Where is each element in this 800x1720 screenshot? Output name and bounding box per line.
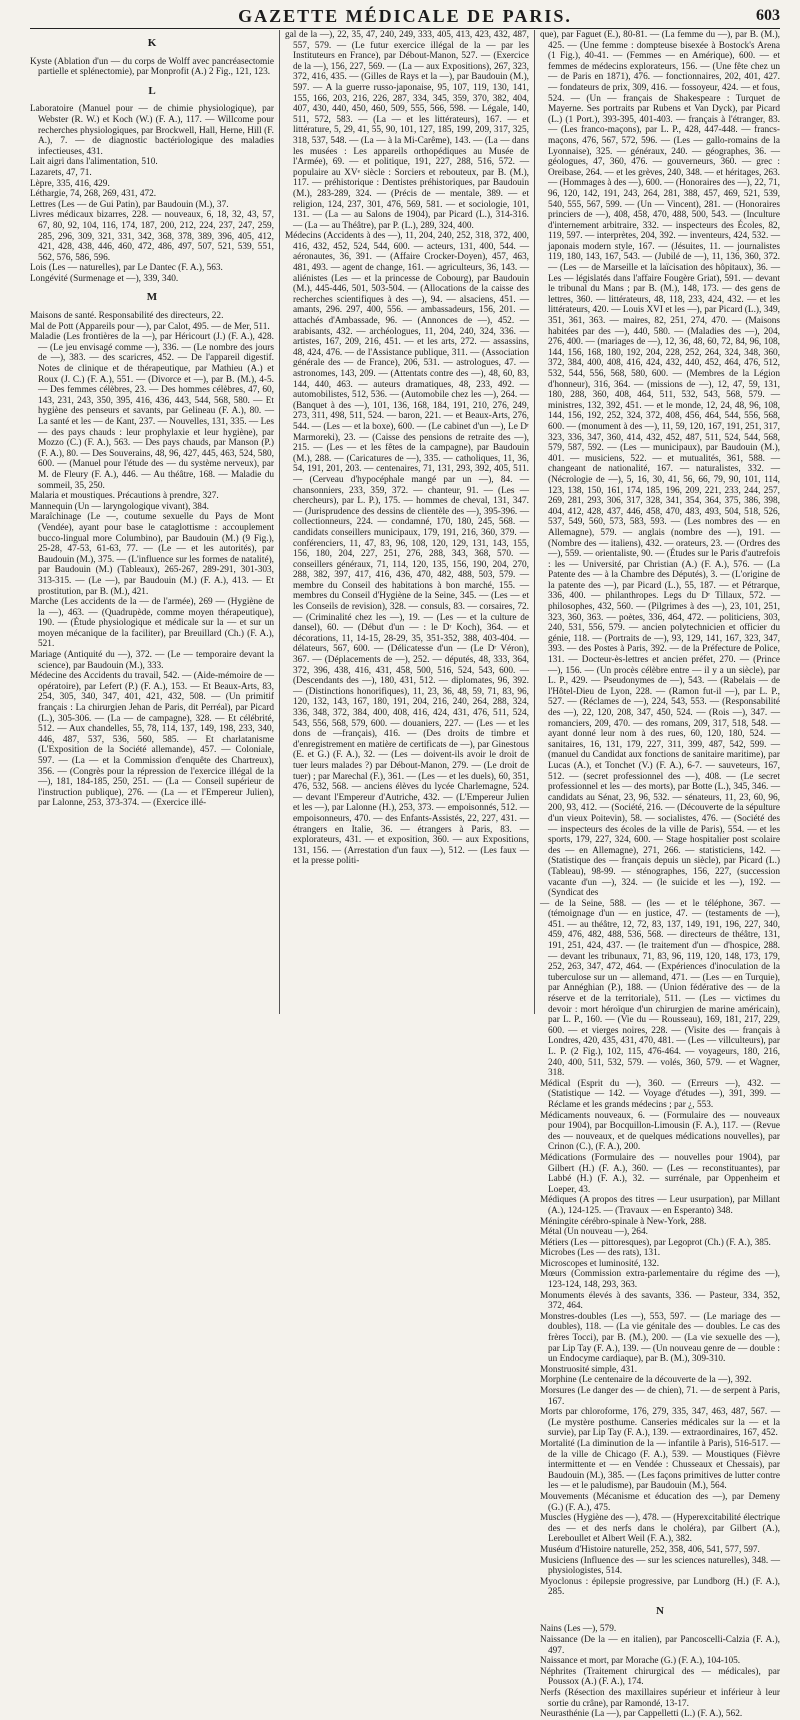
index-entry: Microbes (Les — des rats), 131. xyxy=(540,1248,661,1259)
index-entry: Musiciens (Influence des — sur les sciences naturelles), 348. — physiologistes, 514. xyxy=(540,1555,780,1577)
index-entry: Lettres (Les — de Gui Patin), par Baudouin (M.), 37. xyxy=(30,199,229,210)
index-entry: — de la Seine, 588. — (les — et le téléphone, 367. — (témoignage d'un — en justice, 47. — (testaments de —), 451. — au théâtre, 12, 72, 83, 137, 149, 191, 196, 227, 340, 459, 476, 482, 488, 536, 568. — directeurs de théâtre, 131, 191, 251, 424, 437. — (le traitement d'un — d'hospice, 288. — devant les tribunaux, 71, 83, 96, 119, 120, 148, 173, 179, 252, 263, 347, 472, 464. — (Expériences d'inoculation de la tuberculose sur un — allemand, 471. — (Les — en Turquie), par Annéghian (P.), 188. — (Union fédérative des — de la réserve et de la territoriale), 511. — (Les — victimes du devoir : mort héroïque d'un chirurgien de marine américain), par L. P., 160. — (Vie du — Rousseau), 169, 181, 217, 229, 600. — et vierges noires, 228. — (Visite des — français à Londres, 420, 435, 431, 470, 481. — (Les — villculteurs), par L. P. (2 Fig.), 102, 115, 476-464. — voyageurs, 180, 216, 240, 400, 511, 532, 579. — volés, 360, 579. — et Wagner, 318. xyxy=(540,898,780,1079)
index-entry: Médications (Formulaire des — nouvelles pour 1904), par Gilbert (H.) (F. A.), 360. — (Les — reconstituantes), par Labbé (H.) (F. A.), 32. — surrénale, par Oppenheim et Loeper, 43. xyxy=(540,1152,780,1195)
section-letter: N xyxy=(656,1604,664,1617)
index-entry: Maisons de santé. Responsabilité des directeurs, 22. xyxy=(30,311,224,322)
index-entry: Médecins (Accidents à des —), 11, 204, 240, 252, 318, 372, 400, 416, 432, 452, 524, 544, 600. — acteurs, 131, 400, 544. — aéronautes, 36, 391. — (Affaire Crocker-Doyen), 457, 463, 481, 493. — agent de change, 161. — agriculteurs, 36, 143. — aliénistes (Les — et la princesse de Cobourg), par Baudouin (M.), 445-446, 501, 503-504. — (Allocations de la caisse des recherches scientifiques à des —), 94. — alsaciens, 451. — amants, 296. 297, 400, 556. — ambassadeurs, 156, 201. — attachés d'Ambassade, 96. — (Annonces de —), 452. — arabisants, 432. — archéologues, 11, 204, 240, 324, 336. — artistes, 167, 209, 216, 451. — et les arts, 272. — assassins, 48, 424, 476. — de l'Assistance publique, 311. — (Association générale des — de France), 206, 531. — astrologues, 47. — astronomes, 143, 209. — (Attentats contre des —), 48, 60, 83, 144, 440, 463. — auteurs dramatiques, 48, 233, 492. — automobilistes, 512, 536. — (Automobile chez les —), 264. — (Banquet à des —), 101, 136, 168, 184, 191, 210, 276, 249, 273, 311, 498, 511, 524. — baron, 221. — et Beaux-Arts, 276, 544. — (Les — et la boxe), 600. — (Le cabinet d'un —), Le Dʳ Marmoreki), 23. — (Caisse des pensions de retraite des —), 215. — (Les — et les fêtes de la campagne), par Baudouin (M.), 288. — (Caricatures de —), 335. — catholiques, 11, 36, 54, 191, 201, 203. — centenaires, 71, 131, 293, 392, 405, 511. — (Cerveau d'hypocéphale mangé par un —), 84. — chansonniers, 233, 359, 372. — chanteur, 91. — (Les — chercheurs), par L. P.), 175. — hommes de cheval, 131, 347. — (Jurisprudence des dessins de clientèle des —), 395-396. — collectionneurs, 224. — condamné, 170, 180, 245, 568. — candidats conseillers municipaux, 179, 191, 216, 360, 379. — conférenciers, 11, 47, 83, 96, 108, 120, 129, 131, 143, 155, 156, 180, 204, 227, 251, 276, 288, 343, 368, 570. — conseillers généraux, 71, 114, 120, 135, 156, 190, 204, 270, 288, 382, 397, 417, 416, 436, 470, 482, 488, 503, 579. — membre du Conseil des habitations à bon marché, 155. — membres du Conseil d'Hygiène de la Seine, 345. — (Les — et les Conseils de revision), 328. — consuls, 83. — corsaires, 72. — (Criminalité chez les —), 19. — (Les — et la culture de dansel), 60. — (Début d'un — : le Dʳ Koch), 364. — et décorations, 11, 14-15, 28-29, 35, 351-352, 388, 403-404. — délateurs, 567, 600. — (Délicatesse d'un — (Le Dʳ Véron), 367. — (Déplacements de —), 252. — députés, 48, 333, 364, 372, 396, 438, 416, 431, 458, 500, 516, 524, 543, 600. — (Descendants des —), 180, 431, 512. — diplomates, 96, 392. — (Distinctions honorifiques), 11, 23, 36, 48, 59, 71, 83, 96, 120, 132, 143, 167, 180, 191, 204, 216, 240, 264, 288, 324, 336, 348, 372, 384, 400, 408, 416, 424, 431, 476, 511, 524, 543, 556, 568, 579, 600. — douaniers, 227. — (Les — et les dons de —français), 416. — (Des droits de timbre et d'enregistrement en matière de certificats de —), par Ginestous (E. et G.) (F. A.), 32. — (Les — doivent-ils avoir le droit de tuer leurs malades ?) par Débout-Manon, 279. — (Le droit de tuer) ; par Marechal (F.), 361. — (Les — et les duels), 60, 351, 476, 532, 568. — anciens élèves du lycée Charlemagne, 524. — devant l'Empereur d'Autriche, 432. — (L'Empereur Julien et les —), par Lalonne (H.), 253, 373. — empoisonnés, 512. — empoisonneurs, 470. — des Enfants-Assistés, 22, 227, 431. — étrangers en Italie, 36. — étrangers à Paris, 83. — explorateurs, 431. — et exposition, 360. — aux Expositions, 131, 156. — (Arrestation d'un faux —), 512. — (Les faux — et la presse politi- xyxy=(285,231,529,867)
index-entry: Lèpre, 335, 416, 429. xyxy=(30,178,110,189)
section-letter: L xyxy=(148,84,156,97)
index-entry: gal de la —), 22, 35, 47, 240, 249, 333, 405, 413, 423, 432, 487, 557, 579. — (Le futur exercice illégal de la — par les Instituteurs en France), par Débout-Manon, 527. — (Exercice de la —), 156, 227, 569. — (La — aux Expositions), 267, 323, 372, 416, 435. — (Gilles de Rays et la —), par Baudouin (M.), 597. — A la guerre russo-japonaise, 95, 107, 119, 130, 141, 155, 166, 203, 216, 226, 287, 334, 345, 359, 370, 382, 404, 407, 430, 440, 450, 460, 509, 555, 566, 598. — Légale, 140, 511, 572, 583. — (La — et les littérateurs), 167. — et littérature, 5, 29, 41, 55, 90, 101, 127, 185, 199, 209, 317, 325, 318, 537, 548. — (La — à la Mi-Carême), 143. — (La — dans les musées : Les appareils orthopédiques au Musée de l'Armée), 69. — et politique, 191, 227, 288, 516, 572. — populaire au XVᵉ siècle : Sorciers et rebouteux, par B. (M.), 117. — préhistorique : Dentistes préhistoriques, par Baudouin (M.), 283-289, 324. — (Précis de — mentale, 389. — et religion, 124, 237, 301, 476, 569, 581. — et sociologie, 101, 131. — (La — au Salons de 1904), par Picard (L.), 314-316. — (La — au Théâtre), par P. (L.), 289, 324, 400. xyxy=(285,30,529,231)
index-entry: Médiques (A propos des titres — Leur usurpation), par Millant (A.), 124-125. — (Travaux — en Esperanto) 348. xyxy=(540,1195,780,1216)
index-entry: Marche (Les accidents de la — de l'armée), 269 — (Hygiène de la —), 463. — (Quadrupède, comme moyen thérapeutique), 190. — (Étude physiologique et médicale sur la — et sur un moyen mécanique de la faciliter), par Breuillard (Ch.) (F. A.), 521. xyxy=(30,597,274,650)
index-entry: Muscles (Hygiène des —), 478. — (Hyperexcitabilité électrique des — et des nerfs dans le choléra), par Gilbert (A.), Lereboullet et Albert Weil (F. A.), 382. xyxy=(540,1513,780,1545)
index-entry: Médicaments nouveaux, 6. — (Formulaire des — nouveaux pour 1904), par Bocquillon-Limousin (F. A.), 117. — (Revue des — nouveaux, et de quelques médications nouvelles), par Crinon (C.), (F. A.), 200. xyxy=(540,1110,780,1153)
index-entry: Métiers (Les — pittoresques), par Legoprot (Ch.) (F. A.), 385. xyxy=(540,1237,771,1248)
index-column-1 xyxy=(30,30,274,1014)
section-letter: K xyxy=(147,37,157,49)
index-entry: Myoclonus : épilepsie progressive, par Lundborg (H.) (F. A.), 285. xyxy=(540,1576,780,1598)
index-entry: Muséum d'Histoire naturelle, 252, 358, 406, 541, 577, 597. xyxy=(540,1544,760,1555)
index-entry: Mannequin (Un — laryngologique vivant), 384. xyxy=(30,501,209,512)
index-entry: Maraîchinage (Le —, coutume sexuelle du Pays de Mont (Vendée), ayant pour base le cataglottisme : accouplement bucco-lingual more Columbino), par Baudouin (M.) (9 Fig.), 25-28, 47-53, 61-63, 77. — (Le — et les autorités), par Baudouin (M.), 375. — (L'influence sur les formes de natalité), par Baudouin (M.) (Tableaux), 265-267, 289-291, 301-303, 313-315. — (Le —), par Baudouin (M.) (F. A.), 413. — Et prostitution, par B. (M.), 421. xyxy=(30,512,274,597)
index-entry: Longévité (Surmenage et —), 339, 340. xyxy=(30,273,179,284)
index-entry: Méningite cérébro-spinale à New-York, 288. xyxy=(540,1216,707,1227)
index-entry: Mœurs (Commission extra-parlementaire du régime des —), 123-124, 148, 293, 363. xyxy=(540,1269,780,1291)
index-entry: Laboratoire (Manuel pour — de chimie physiologique), par Webster (R. W.) et Koch (W.) (F. A.), 117. — Willcome pour recherches physiologiques, par Brockwell, Hall, Herne, Hill (F. A.), 7. — de diagnostic bactériologique des maladies infectieuses, 431. xyxy=(30,104,274,157)
index-entry: Métal (Un nouveau —), 264. xyxy=(540,1227,648,1238)
index-entry: Maladie (Les frontières de la —), par Héricourt (J.) (F. A.), 428. — (Le jeu envisagé comme —), 336. — (Le nombre des jours de —), 383. — des scaricres, 452. — De l'appareil digestif. Notes de clinique et de thérapeutique, par Mathieu (A.) et Roux (J. C.) (F. A.), 551. — (Divorce et —), par B. (M.), 4-5. — Des femmes célèbres, 23. — Des hommes célèbres, 47, 60, 143, 231, 243, 350, 395, 416, 436, 443, 544, 568, 580. — Et hygiène des penseurs et savants, par Gelineau (F. A.), 80. — La santé et les — de Kant, 237. — Nouvelles, 131, 335. — Les — des pays chauds : leur prophylaxie et leur hygiène), par Mozzo (C.) (F. A.), 563. — Des pays chauds, par Manson (P.) (F. A.), 80. — Des Souverains, 48, 96, 427, 445, 463, 524, 580, 600. — (Manuel pour l'étude des — du système nerveux), par M. de Fleury (F. A.), 446. — Au théâtre, 168. — Maladie du sommeil, 35, 250. xyxy=(30,332,274,491)
index-entry: Morsures (Le danger des — de chien), 71. — de serpent à Paris, 167. xyxy=(540,1386,780,1407)
index-entry: Néphrites (Traitement chirurgical des — médicales), par Poussox (A.) (F. A.), 174. xyxy=(540,1666,780,1688)
page-number: 603 xyxy=(756,7,780,24)
index-entry: Lazarets, 47, 71. xyxy=(30,167,92,178)
index-entry: que), par Faguet (E.), 80-81. — (La femme du —), par B. (M.), 425. — (Une femme : dompteuse bisexée à Bostock's Arena (1 Fig.), 40-41. — (Femmes — en Amérique), 600. — et femmes de médecins explorateurs, 156. — (Une fête chez un — de Paris en 1871), 476. — fonctionnaires, 202, 401, 427. — fondateurs de prix, 309, 416. — fossoyeur, 424. — et fous, 524. — (Un — français de Shakespeare : Turquet de Mayerne. Ses portraits par Rubens et Van Dyck), par Picard (L.) (1 Port.), 393-395, 401-403. — français à l'étranger, 83. — (Les franco-maçons), par L. P., 428, 447-448. — francs-maçons, 476, 567, 572, 596. — (Les — gallo-romains de la Lyonnaise), 325. — généraux, 240. — géographes, 36. — géologues, 47, 360, 476. — gouverneurs, 360. — grec : Oreibase, 264. — et les grèves, 240, 348. — et héritages, 263. — (Hommages à des —), 600. — (Honoraires des —), 22, 71, 96, 120, 142, 191, 243, 264, 281, 388, 457, 469, 521, 539, 540, 555, 567, 599. — (Un — Vincent), 281. — (Honoraires princiers de —), 408, 458, 470, 488, 500, 543. — (Inculture d'internement arbitraire, 332. — inspecteurs des Écoles, 82, 119, 597. — interprètes, 204, 392. — inventeurs, 424, 532. — japonais modern style, 167. — (Jésuites, 11. — journalistes 119, 180, 143, 167, 543. — (Jubilé de —), 11, 136, 360, 372. — (Les — de Marseille et la laïcisation des hôpitaux), 36. — Les — législatés dans l'affaire Fougère Griat), 591. — devant le tribunal du Mans ; par B. (M.), 148, 173. — des gens de lettres, 360. — littérateurs, 48, 118, 233, 424, 432. — et les littérateurs, 420. — Louis XVI et les —), par Picard (L.), 349, 351, 361, 363. — maires, 82, 251, 274, 470. — (Maisons habitées par des —), 440, 580. — (Maladies des —), 204, 276, 400. — (mariages de —), 12, 36, 48, 60, 72, 84, 96, 108, 144, 156, 168, 180, 192, 204, 228, 252, 264, 324, 348, 360, 372, 384, 400, 408, 416, 424, 432, 440, 452, 464, 476, 512, 532, 544, 556, 568, 580, 600. — (Membres de la Légion d'honneur), 316, 364. — (missions de —), 12, 47, 59, 131, 180, 288, 360, 408, 464, 511, 532, 543, 568, 579. — ministres, 132, 392, 451. — et le monde, 12, 24, 48, 96, 108, 144, 156, 192, 252, 324, 372, 408, 456, 464, 544, 556, 568, 600. — (monument à des —), 11, 59, 120, 167, 191, 251, 317, 323, 336, 347, 360, 414, 432, 452, 487, 511, 524, 544, 568, 579, 587, 592. — (Les — municipaux), par Baudouin (M.), 401. — musiciens, 522. — et mutualités, 361, 588. — changeant de nationalité, 167. — naturalistes, 332. — (Nécrologie de —), 5, 16, 30, 41, 56, 66, 79, 90, 101, 114, 123, 138, 150, 161, 174, 185, 196, 209, 221, 233, 244, 257, 269, 281, 293, 306, 317, 328, 341, 354, 364, 375, 386, 398, 404, 412, 428, 437, 446, 458, 470, 483, 493, 504, 518, 526, 537, 549, 560, 573, 583, 593. — (Les nombres des — en Allemagne), 579. — anglais (nombre des —), 191. — (Nombre des — italiens), 432. — orateurs, 23. — (Ordres des —), 559. — orientaliste, 90. — (Études sur le Paris d'autrefois : les — Université, par Christian (A.) (F. A.), 576. — (La Patente des — à la Chambre des Députés), 3. — (L'origine de la patente des —), par Picard (L.), 55, 187. — et Pétrarque, 336, 400. — philanthropes. Legs du Dʳ Tillaux, 572. — philosophes, 432, 560. — (Pilgrimes à des —), 23, 101, 251, 323, 360, 363. — poètes, 336, 464, 472. — politiciens, 303, 240, 531, 556, 579. — ancien polytechnicien et officier du génie, 118. — (Portraits de —), 93, 129, 141, 167, 323, 347, 393. — des Postes à Paris, 392. — de la Préfecture de Police, 131. — Docteur-ès-lettres et ancien préfet, 270. — (Prince —), 156. — (Un procès célèbre entre — il y a un siècle), par L. P., 429. — Pseudonymes de —), 543. — (Rabelais — de l'Hôtel-Dieu de Lyon, 228. — (Ramon fut-il —), par L. P., 527. — (Réclames de —), 224, 543, 553. — (Responsabilité des —), 22, 120, 208, 347, 450, 524. — (Rois —), 347. — romanciers, 209, 470. — des romans, 209, 317, 518, 548. — ayant donné leur nom à des rues, 60, 120, 180, 524. — sanitaires, 16, 131, 179, 227, 311, 399, 487, 542, 599. — (manuel du Candidat aux fonctions de sanitaire maritime), par Lucas (A.), et Tonchet (V.) (F. A.), 6-7. — sauveteurs, 167, 512. — (secret professionnel des —), 408. — (Le secret professionnel et les — des morts), par Botte (L.), 345, 346. — candidats au Sénat, 23, 96, 532. — sénateurs, 11, 23, 60, 96, 200, 93, 412. — (Société, 216. — (Découverte de la sépulture d'un vieux Poitevin), 58. — socialistes, 476. — (Société des — inspecteurs des écoles de la ville de Paris), 554. — et les sports, 179, 227, 324, 600. — Stage hospitalier post scolaire des — en Allemagne), 271, 266. — statisticiens, 142. — (Statistique des — français depuis un siècle), par Picard (L.) (Tableau), 98-99. — sténographes, 156, 227, (succession vacante d'un —), 324. — (le suicide et les —), 192. — (Syndicat des xyxy=(540,30,780,899)
index-entry: Lois (Les — naturelles), par Le Dantec (F. A.), 563. xyxy=(30,263,223,274)
index-entry: Lait aigri dans l'alimentation, 510. xyxy=(30,157,158,168)
column-divider-2 xyxy=(534,30,535,1014)
index-entry: Malaria et moustiques. Précautions à prendre, 327. xyxy=(30,491,219,502)
section-letter: M xyxy=(146,291,158,304)
index-entry: Kyste (Ablation d'un — du corps de Wolff avec pancréasectomie partielle et splénectomie), par Monprofit (A.) 2 Fig., 121, 123. xyxy=(30,56,274,78)
index-entry: Neurasthénie (La —), par Cappelletti (L.) (F. A.), 562. xyxy=(540,1709,743,1720)
journal-title: GAZETTE MÉDICALE DE PARIS. xyxy=(238,6,572,26)
index-entry: Livres médicaux bizarres, 228. — nouveaux, 6, 18, 32, 43, 57, 67, 80, 92, 104, 116, 174, 187, 200, 212, 224, 237, 247, 259, 285, 296, 309, 321, 331, 342, 368, 378, 389, 396, 405, 412, 421, 428, 438, 446, 460, 472, 486, 497, 507, 521, 539, 551, 562, 576, 586, 596. xyxy=(30,210,274,263)
index-entry: Morts par chloroforme, 176, 279, 335, 347, 463, 487, 567. — (Le mystère posthume. Canseries médicales sur la — et la survie), par Lip Tay (F. A.), 139. — extraordinaires, 167, 452. xyxy=(540,1407,780,1439)
index-column-3 xyxy=(540,30,780,1720)
index-entry: Léthargie, 74, 268, 269, 431, 472. xyxy=(30,189,157,200)
column-divider-1 xyxy=(279,30,280,1014)
index-entry: Naissance (De la — en italien), par Pancoscelli-Calzia (F. A.), 497. xyxy=(540,1635,780,1656)
index-entry: Mortalité (La diminution de la — infantile à Paris), 516-517. — de la ville de Chicago (F. A.), 539. — Moustiques (Fièvre intermittente et — en Vendée : Chusseaux et Chessais), par Baudouin (M.), 385. — (Les façons primitives de lutter contre les — et le paludisme), par Baudouin (M.), 564. xyxy=(540,1438,780,1492)
index-entry: Mariage (Antiquité du —), 372. — (Le — temporaire devant la science), par Baudouin (M.), 333. xyxy=(30,650,274,671)
index-entry: Médecine des Accidents du travail, 542. — (Aide-mémoire de — opératoire), par Lefert (P.) (F. A.), 153. — Et Beaux-Arts, 83, 254, 305, 340, 347, 401, 421, 432, 508. — (Un primitif français : La chirurgien Jehan de Paris, dit Perréal), par Picard (L.), 305-306. — (La — de campagne), 328. — Et célébrité, 512. — Aux chandelles, 55, 78, 114, 137, 149, 198, 233, 340, 446, 487, 537, 536, 560, 585. — Et charlatanisme (L'Exposition de la Société allemande), 457. — Coloniale, 597. — (La — et la Commission d'enquête des Chartreux), 356. — (Congrès pour la répression de l'exercice illégal de la —), 181, 184-185, 250, 251. — (La — Conseil supérieur de l'instruction publique), 276. — (La — et l'Empereur Julien), par Lalonne, 253, 373-374. — (Exercice illé- xyxy=(30,671,274,809)
index-entry: Monstruosité simple, 431. xyxy=(540,1364,638,1375)
index-entry: Médical (Esprit du —), 360. — (Erreurs —), 432. — (Statistique — 142. — Voyage d'études —), 391, 399. — Réclame et les grands médecins ; par ¿, 553. xyxy=(540,1078,780,1110)
index-entry: Nains (Les —), 579. xyxy=(540,1624,617,1635)
index-column-2 xyxy=(285,30,529,1014)
index-entry: Nerfs (Résection des maxillaires supérieur et inférieur à leur sortie du crâne), par Ramondé, 13-17. xyxy=(540,1688,780,1709)
index-entry: Mal de Pott (Appareils pour —), par Calot, 495. — de Mer, 511. xyxy=(30,321,270,332)
index-entry: Morphine (Le centenaire de la découverte de la —), 392. xyxy=(540,1375,752,1386)
page-header xyxy=(30,6,780,29)
index-entry: Microscopes et luminosité, 132. xyxy=(540,1258,660,1269)
index-entry: Mouvements (Mécanisme et éducation des —), par Demeny (G.) (F. A.), 475. xyxy=(540,1491,780,1513)
index-entry: Monstres-doubles (Les —), 553, 597. — (Le mariage des — doubles), 118. — (La vie génitale des — doubles. Le cas des frères Tocci), par B. (M.), 200. — (La vie sexuelle des —), par Lip Tay (F. A.), 139. — (Un nouveau genre de — double : un Endocyme cardiaque), par B. (M.), 309-310. xyxy=(540,1311,780,1365)
index-entry: Monuments élevés à des savants, 336. — Pasteur, 334, 352, 372, 464. xyxy=(540,1290,780,1312)
index-entry: Naissance et mort, par Morache (G.) (F. A.), 104-105. xyxy=(540,1656,741,1667)
